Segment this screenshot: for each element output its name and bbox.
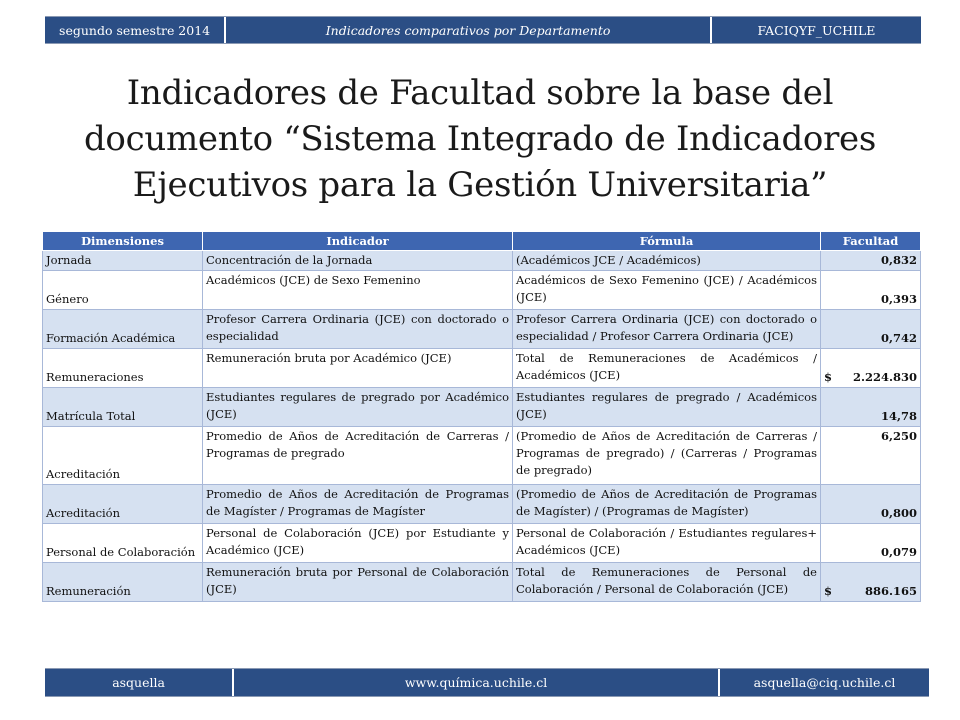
dimension-cell: Remuneraciones: [43, 349, 203, 388]
table-row: [43, 563, 921, 602]
table-header-row: [43, 232, 921, 251]
currency-symbol: $: [824, 370, 833, 384]
value-number: 2.224.830: [852, 370, 917, 384]
currency-symbol: $: [824, 584, 833, 598]
dimension-cell: Acreditación: [43, 427, 203, 485]
formula-cell: (Promedio de Años de Acreditación de Programas de Magíster) / (Programas de Magíster): [513, 485, 821, 524]
header-institution: FACIQYF_UCHILE: [710, 17, 921, 43]
table-row: [43, 251, 921, 271]
indicator-cell: Profesor Carrera Ordinaria (JCE) con doctorado o especialidad: [203, 310, 513, 349]
formula-cell: Estudiantes regulares de pregrado / Académicos (JCE): [513, 388, 821, 427]
header-semester: segundo semestre 2014: [45, 17, 224, 43]
value-cell: [821, 349, 921, 388]
indicator-cell: Personal de Colaboración (JCE) por Estudiante y Académico (JCE): [203, 524, 513, 563]
value-cell: [821, 485, 921, 524]
formula-cell: (Académicos JCE / Académicos): [513, 251, 821, 271]
header-subtitle: Indicadores comparativos por Departamento: [224, 17, 710, 43]
indicator-cell: Promedio de Años de Acreditación de Programas de Magíster / Programas de Magíster: [203, 485, 513, 524]
indicators-table: [42, 231, 921, 602]
value-cell: [821, 388, 921, 427]
table-row: [43, 349, 921, 388]
value-cell: [821, 251, 921, 271]
indicator-cell: Promedio de Años de Acreditación de Carreras / Programas de pregrado: [203, 427, 513, 485]
column-header-indicator: Indicador: [203, 232, 513, 251]
dimension-cell: Jornada: [43, 251, 203, 271]
table-row: [43, 271, 921, 310]
value-number: 0,832: [880, 253, 917, 267]
value-number: 14,78: [880, 409, 917, 423]
table-row: [43, 524, 921, 563]
value-number: 886.165: [864, 584, 917, 598]
indicator-cell: Concentración de la Jornada: [203, 251, 513, 271]
title-line-2: documento “Sistema Integrado de Indicadores: [83, 119, 877, 159]
slide-title: [40, 70, 920, 208]
formula-cell: (Promedio de Años de Acreditación de Carreras / Programas de pregrado) / (Carreras / Programas de pregrado): [513, 427, 821, 485]
footer-banner: [45, 668, 929, 697]
dimension-cell: Género: [43, 271, 203, 310]
table-row: [43, 310, 921, 349]
dimension-cell: Matrícula Total: [43, 388, 203, 427]
column-header-facultad: Facultad: [821, 232, 921, 251]
value-cell: [821, 271, 921, 310]
value-number: 0,393: [880, 292, 917, 306]
indicator-cell: Remuneración bruta por Académico (JCE): [203, 349, 513, 388]
value-cell: [821, 427, 921, 485]
table-row: [43, 427, 921, 485]
indicator-cell: Estudiantes regulares de pregrado por Académico (JCE): [203, 388, 513, 427]
title-line-3: Ejecutivos para la Gestión Universitaria”: [132, 165, 828, 205]
dimension-cell: Personal de Colaboración: [43, 524, 203, 563]
indicator-cell: Remuneración bruta por Personal de Colaboración (JCE): [203, 563, 513, 602]
value-number: 0,079: [880, 545, 917, 559]
footer-website[interactable]: www.química.uchile.cl: [232, 669, 718, 696]
header-banner: [45, 16, 921, 44]
footer-author: asquella: [45, 669, 232, 696]
value-cell: [821, 310, 921, 349]
dimension-cell: Acreditación: [43, 485, 203, 524]
table-row: [43, 485, 921, 524]
formula-cell: Académicos de Sexo Femenino (JCE) / Académicos (JCE): [513, 271, 821, 310]
value-number: 0,800: [880, 506, 917, 520]
column-header-formula: Fórmula: [513, 232, 821, 251]
dimension-cell: Formación Académica: [43, 310, 203, 349]
value-number: 6,250: [880, 429, 917, 443]
value-cell: [821, 524, 921, 563]
formula-cell: Total de Remuneraciones de Personal de Colaboración / Personal de Colaboración (JCE): [513, 563, 821, 602]
formula-cell: Personal de Colaboración / Estudiantes regulares+ Académicos (JCE): [513, 524, 821, 563]
title-line-1: Indicadores de Facultad sobre la base del: [126, 73, 834, 113]
value-cell: [821, 563, 921, 602]
dimension-cell: Remuneración: [43, 563, 203, 602]
column-header-dimensions: Dimensiones: [43, 232, 203, 251]
formula-cell: Profesor Carrera Ordinaria (JCE) con doctorado o especialidad / Profesor Carrera Ordinaria (JCE): [513, 310, 821, 349]
formula-cell: Total de Remuneraciones de Académicos / Académicos (JCE): [513, 349, 821, 388]
value-number: 0,742: [880, 331, 917, 345]
footer-email[interactable]: asquella@ciq.uchile.cl: [718, 669, 929, 696]
indicator-cell: Académicos (JCE) de Sexo Femenino: [203, 271, 513, 310]
table-row: [43, 388, 921, 427]
